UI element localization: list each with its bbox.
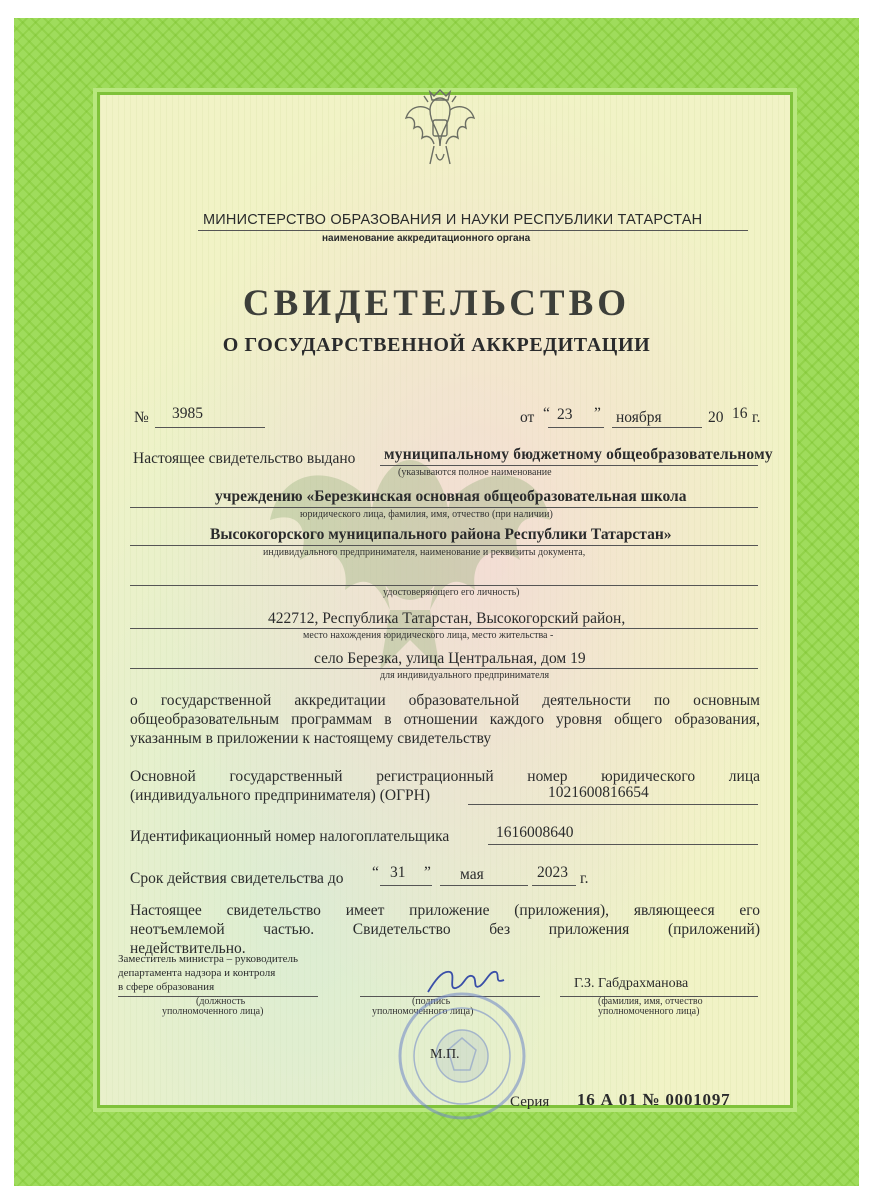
signatory-position-line3: в сфере образования	[118, 981, 215, 993]
issued-to-label: Настоящее свидетельство выдано	[133, 450, 356, 467]
authority-caption: наименование аккредитационного органа	[322, 233, 531, 244]
date-close-quote: ”	[594, 405, 601, 422]
inn-underline	[488, 844, 758, 845]
date-suffix: г.	[752, 409, 761, 426]
date-prefix: от	[520, 409, 535, 426]
purpose-line1: о государственной аккредитации образовательной деятельности по основным	[130, 692, 760, 709]
signatory-position-line1: Заместитель министра – руководитель	[118, 953, 298, 965]
purpose-line2: общеобразовательным программам в отношении каждого уровня общего образования,	[130, 711, 760, 728]
series-label: Серия	[510, 1094, 550, 1110]
validity-year-underline	[532, 885, 576, 886]
issued-line3-underline	[130, 545, 758, 546]
issued-line1-underline	[380, 465, 758, 466]
number-underline	[155, 427, 265, 428]
issued-caption4: удостоверяющего его личность)	[383, 587, 520, 598]
validity-day: 31	[390, 864, 406, 881]
annex-line1: Настоящее свидетельство имеет приложение (приложения), являющееся его	[130, 902, 760, 919]
position-caption2: уполномоченного лица)	[162, 1006, 264, 1017]
inn-value: 1616008640	[496, 824, 574, 841]
signature-caption2: уполномоченного лица)	[372, 1006, 474, 1017]
page-subtitle: О ГОСУДАРСТВЕННОЙ АККРЕДИТАЦИИ	[222, 334, 651, 356]
ogrn-line1: Основной государственный регистрационный номер юридического лица	[130, 768, 760, 785]
stamp-label: М.П.	[430, 1047, 460, 1062]
position-caption1: (должность	[196, 996, 246, 1007]
validity-day-underline	[380, 885, 432, 886]
ogrn-line2: (индивидуального предпринимателя) (ОГРН)	[130, 787, 431, 804]
date-day-underline	[548, 427, 604, 428]
address-line1: 422712, Республика Татарстан, Высокогорский район,	[268, 610, 626, 627]
signature-caption1: (подпись	[412, 996, 451, 1007]
address-caption1: место нахождения юридического лица, место жительства -	[303, 630, 554, 641]
purpose-line3: указанным в приложении к настоящему свидетельству	[130, 730, 492, 747]
validity-suffix: г.	[580, 870, 589, 887]
issued-to-line3: Высокогорского муниципального района Республики Татарстан»	[210, 526, 672, 543]
issued-line4-underline	[130, 585, 758, 586]
validity-month-underline	[440, 885, 528, 886]
issued-line2-underline	[130, 507, 758, 508]
annex-line2: неотъемлемой частью. Свидетельство без приложения (приложений)	[130, 921, 760, 938]
validity-close-quote: ”	[424, 864, 431, 881]
inn-label: Идентификационный номер налогоплательщика	[130, 828, 450, 845]
address-line1-underline	[130, 628, 758, 629]
authority-name: МИНИСТЕРСТВО ОБРАЗОВАНИЯ И НАУКИ РЕСПУБЛИКИ ТАТАРСТАН	[203, 212, 703, 228]
authority-underline	[198, 230, 748, 231]
annex-line3: недействительно.	[130, 940, 246, 957]
date-year-prefix: 20	[708, 409, 724, 426]
date-day: 23	[557, 406, 573, 423]
issued-caption2: юридического лица, фамилия, имя, отчество (при наличии)	[300, 509, 553, 520]
issued-caption1: (указываются полное наименование	[398, 467, 552, 478]
date-year-suffix: 16	[732, 405, 748, 422]
ogrn-underline	[468, 804, 758, 805]
date-month: ноября	[616, 409, 662, 426]
date-month-underline	[612, 427, 702, 428]
address-line2-underline	[130, 668, 758, 669]
validity-month: мая	[460, 866, 484, 883]
issued-to-line2: учреждению «Березкинская основная общеобразовательная школа	[215, 488, 687, 505]
ogrn-value: 1021600816654	[548, 784, 649, 801]
validity-year: 2023	[537, 864, 568, 881]
name-caption2: уполномоченного лица)	[598, 1006, 700, 1017]
address-caption2: для индивидуального предпринимателя	[380, 670, 550, 681]
series-number: 16 А 01 № 0001097	[577, 1090, 731, 1109]
issued-caption3: индивидуального предпринимателя, наименование и реквизиты документа,	[263, 547, 586, 558]
issued-to-line1: муниципальному бюджетному общеобразовательному	[384, 446, 773, 463]
page-title: СВИДЕТЕЛЬСТВО	[242, 283, 631, 324]
certificate-number: 3985	[172, 405, 203, 422]
validity-label: Срок действия свидетельства до	[130, 870, 344, 887]
address-line2: село Березка, улица Центральная, дом 19	[314, 650, 586, 667]
signatory-name: Г.З. Габдрахманова	[574, 976, 689, 991]
coat-of-arms-icon	[400, 84, 480, 180]
validity-open-quote: “	[372, 864, 379, 881]
name-caption1: (фамилия, имя, отчество	[598, 996, 703, 1007]
number-label: №	[134, 409, 149, 426]
signatory-position-line2: департамента надзора и контроля	[118, 967, 276, 979]
date-open-quote: “	[543, 405, 550, 422]
